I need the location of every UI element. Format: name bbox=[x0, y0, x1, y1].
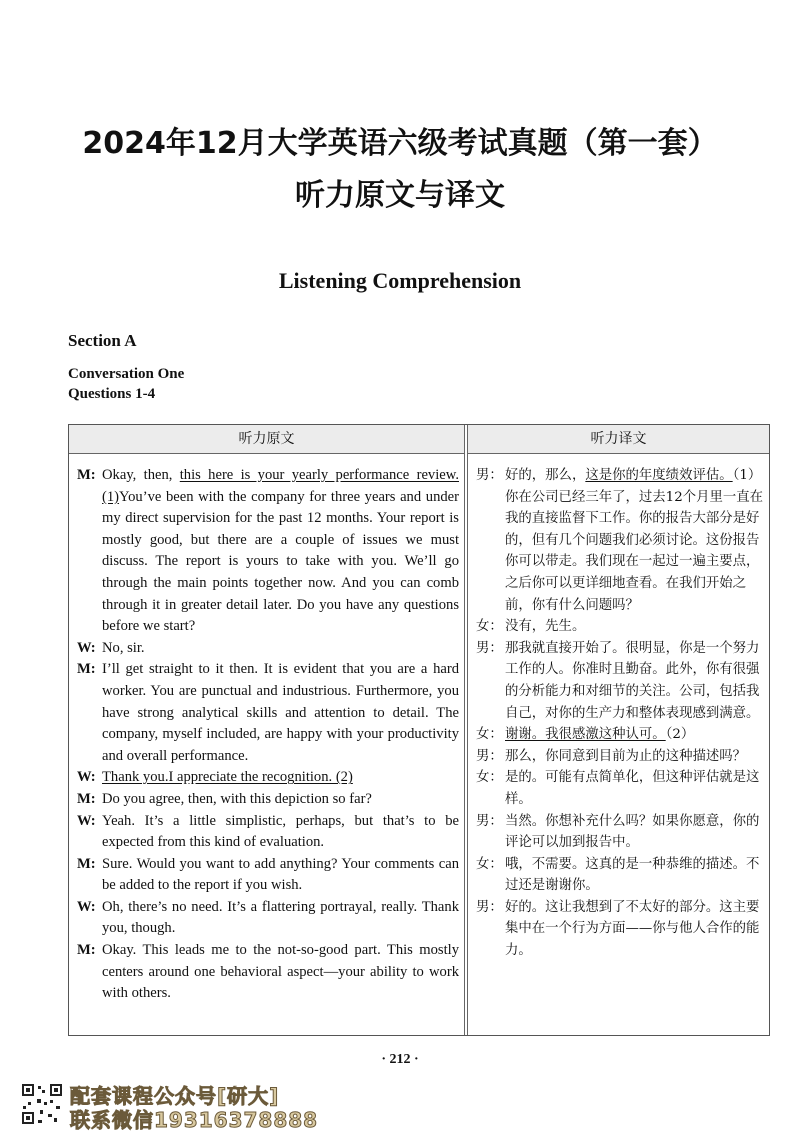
speaker-label: 女： bbox=[476, 727, 503, 743]
turn-text bbox=[102, 856, 459, 894]
turn-text bbox=[102, 661, 459, 763]
answer-underline: 谢谢。我很感激这种认可。 bbox=[505, 727, 666, 743]
page-number: · 212 · bbox=[381, 1052, 419, 1067]
dialogue-turn bbox=[77, 659, 459, 767]
dialogue-turn bbox=[476, 638, 764, 724]
column-divider bbox=[464, 425, 465, 1035]
turn-text-plain: 没有，先生。 bbox=[505, 619, 586, 635]
turn-text-plain: 哦，不需要。这真的是一种恭维的描述。不过还是谢谢你。 bbox=[505, 856, 760, 894]
turn-text bbox=[102, 791, 372, 807]
speaker-label: 男： bbox=[476, 640, 503, 656]
header-original: 听力原文 bbox=[69, 425, 464, 454]
turn-text-plain: 好的，那么， bbox=[505, 468, 586, 483]
page-subtitle: 听力原文与译文 bbox=[295, 178, 505, 213]
dialogue-turn bbox=[77, 789, 459, 811]
dialogue-turn bbox=[476, 616, 764, 638]
turn-text-plain: 好的。这让我想到了不太好的部分。这主要集中在一个行为方面——你与他人合作的能力。 bbox=[505, 899, 760, 959]
english-transcript bbox=[77, 465, 459, 1005]
speaker-label: M: bbox=[77, 467, 96, 483]
transcript-table bbox=[68, 424, 770, 1036]
turn-text bbox=[102, 769, 353, 785]
turn-text bbox=[505, 749, 746, 764]
dialogue-turn bbox=[476, 465, 764, 616]
speaker-label: M: bbox=[77, 942, 96, 959]
turn-text-plain: （1）你在公司已经三年了，过去12个月里一直在我的直接监督下工作。你的报告大部分是好的，但有几个问题我们必须讨论。这份报告你可以带走。我们现在一起过一遍主要点，之后你可以更详细地查看。在我们开始之前，你有什么问题吗？ bbox=[505, 468, 764, 613]
turn-text bbox=[505, 727, 694, 742]
dialogue-turn bbox=[77, 940, 459, 1005]
conversation-label: Conversation One bbox=[68, 366, 185, 382]
turn-text bbox=[505, 770, 759, 807]
turn-text bbox=[505, 641, 759, 721]
turn-text-plain: Yeah. It’s a little simplistic, perhaps, but that’s to be expected from this kind of evaluation. bbox=[102, 812, 459, 851]
turn-text-plain: Sure. Would you want to add anything? Your comments can be added to the report if you wish. bbox=[102, 855, 459, 894]
chinese-translation bbox=[476, 465, 764, 962]
speaker-label: 女： bbox=[476, 619, 503, 635]
column-divider-inner bbox=[467, 425, 468, 1035]
speaker-label: 男： bbox=[476, 468, 503, 483]
turn-text bbox=[505, 857, 759, 894]
promo-line-1: 配套课程公众号[研大] bbox=[70, 1084, 280, 1108]
turn-text-plain: You’ve been with the company for three years and under my direct supervision for the past 12 months. Your report is mostly good, but there are a couple of issues we must discuss. The report is yours to take with you. We’ll go through the main points together now. And you can comb through it in greater detail later. Do you have any questions before we start? bbox=[102, 488, 459, 635]
turn-text-plain: No, sir. bbox=[102, 639, 145, 656]
turn-text-plain: 当然。你想补充什么吗？如果你愿意，你的评论可以加到报告中。 bbox=[505, 813, 760, 851]
speaker-label: 男： bbox=[476, 899, 503, 915]
dialogue-turn bbox=[476, 811, 764, 854]
turn-text-plain: 是的。可能有点简单化，但这种评估就是这样。 bbox=[505, 770, 760, 807]
turn-text-plain: （2） bbox=[665, 727, 695, 743]
turn-text bbox=[505, 619, 585, 634]
speaker-label: M: bbox=[77, 855, 96, 872]
speaker-label: 男： bbox=[476, 813, 503, 829]
turn-text bbox=[102, 813, 459, 851]
speaker-label: M: bbox=[77, 790, 96, 807]
section-heading: Listening Comprehension bbox=[278, 268, 522, 293]
turn-text-plain: 那我就直接开始了。很明显，你是一个努力工作的人。你准时且勤奋。此外，你有很强的分析能力和对细节的关注。公司，包括我自己，对你的生产力和整体表现感到满意。 bbox=[505, 640, 760, 721]
questions-label: Questions 1-4 bbox=[68, 386, 156, 402]
turn-text bbox=[102, 899, 459, 937]
dialogue-turn bbox=[77, 638, 459, 660]
dialogue-turn bbox=[476, 724, 764, 746]
qr-code-icon bbox=[20, 1082, 64, 1126]
answer-underline: this here is your yearly performance review.(1) bbox=[102, 467, 459, 505]
dialogue-turn bbox=[476, 767, 764, 810]
turn-text bbox=[505, 814, 759, 851]
header-translation: 听力译文 bbox=[468, 425, 769, 454]
dialogue-turn bbox=[476, 746, 764, 768]
turn-text-plain: Okay, then, bbox=[102, 467, 180, 483]
turn-text bbox=[102, 467, 459, 634]
dialogue-turn bbox=[476, 897, 764, 962]
turn-text-plain: 那么，你同意到目前为止的这种描述吗？ bbox=[505, 748, 747, 764]
dialogue-turn bbox=[77, 465, 459, 638]
dialogue-turn bbox=[77, 897, 459, 940]
turn-text-plain: Do you agree, then, with this depiction so far? bbox=[102, 790, 372, 807]
turn-text bbox=[505, 900, 759, 958]
answer-underline: 这是你的年度绩效评估。 bbox=[585, 468, 733, 483]
turn-text-plain: Oh, there’s no need. It’s a flattering portrayal, really. Thank you, though. bbox=[102, 898, 459, 937]
turn-text-plain: I’ll get straight to it then. It is evident that you are a hard worker. You are punctual and industrious. Furthermore, you have strong analytical skills and attention to detail. The company, myself included, are happy with your productivity and overall performance. bbox=[102, 661, 459, 764]
turn-text bbox=[102, 942, 459, 1001]
dialogue-turn bbox=[77, 811, 459, 854]
speaker-label: W: bbox=[77, 769, 96, 786]
section-label: Section A bbox=[68, 331, 137, 350]
speaker-label: W: bbox=[77, 639, 96, 656]
speaker-label: M: bbox=[77, 661, 96, 678]
turn-text-plain: Okay. This leads me to the not-so-good part. This mostly centers around one behavioral aspect—your ability to work with others. bbox=[102, 942, 459, 1002]
speaker-label: 男： bbox=[476, 748, 503, 764]
page-title: 2024年12月大学英语六级考试真题（第一套） bbox=[82, 126, 718, 161]
speaker-label: 女： bbox=[476, 856, 503, 872]
speaker-label: W: bbox=[77, 898, 96, 915]
speaker-label: 女： bbox=[476, 770, 503, 786]
speaker-label: W: bbox=[77, 812, 96, 829]
turn-text bbox=[505, 468, 763, 613]
dialogue-turn bbox=[77, 854, 459, 897]
turn-text bbox=[102, 640, 145, 656]
dialogue-turn bbox=[476, 854, 764, 897]
promo-line-2: 联系微信19316378888 bbox=[70, 1108, 319, 1132]
answer-underline: Thank you.I appreciate the recognition. (2) bbox=[102, 769, 353, 786]
dialogue-turn bbox=[77, 767, 459, 789]
